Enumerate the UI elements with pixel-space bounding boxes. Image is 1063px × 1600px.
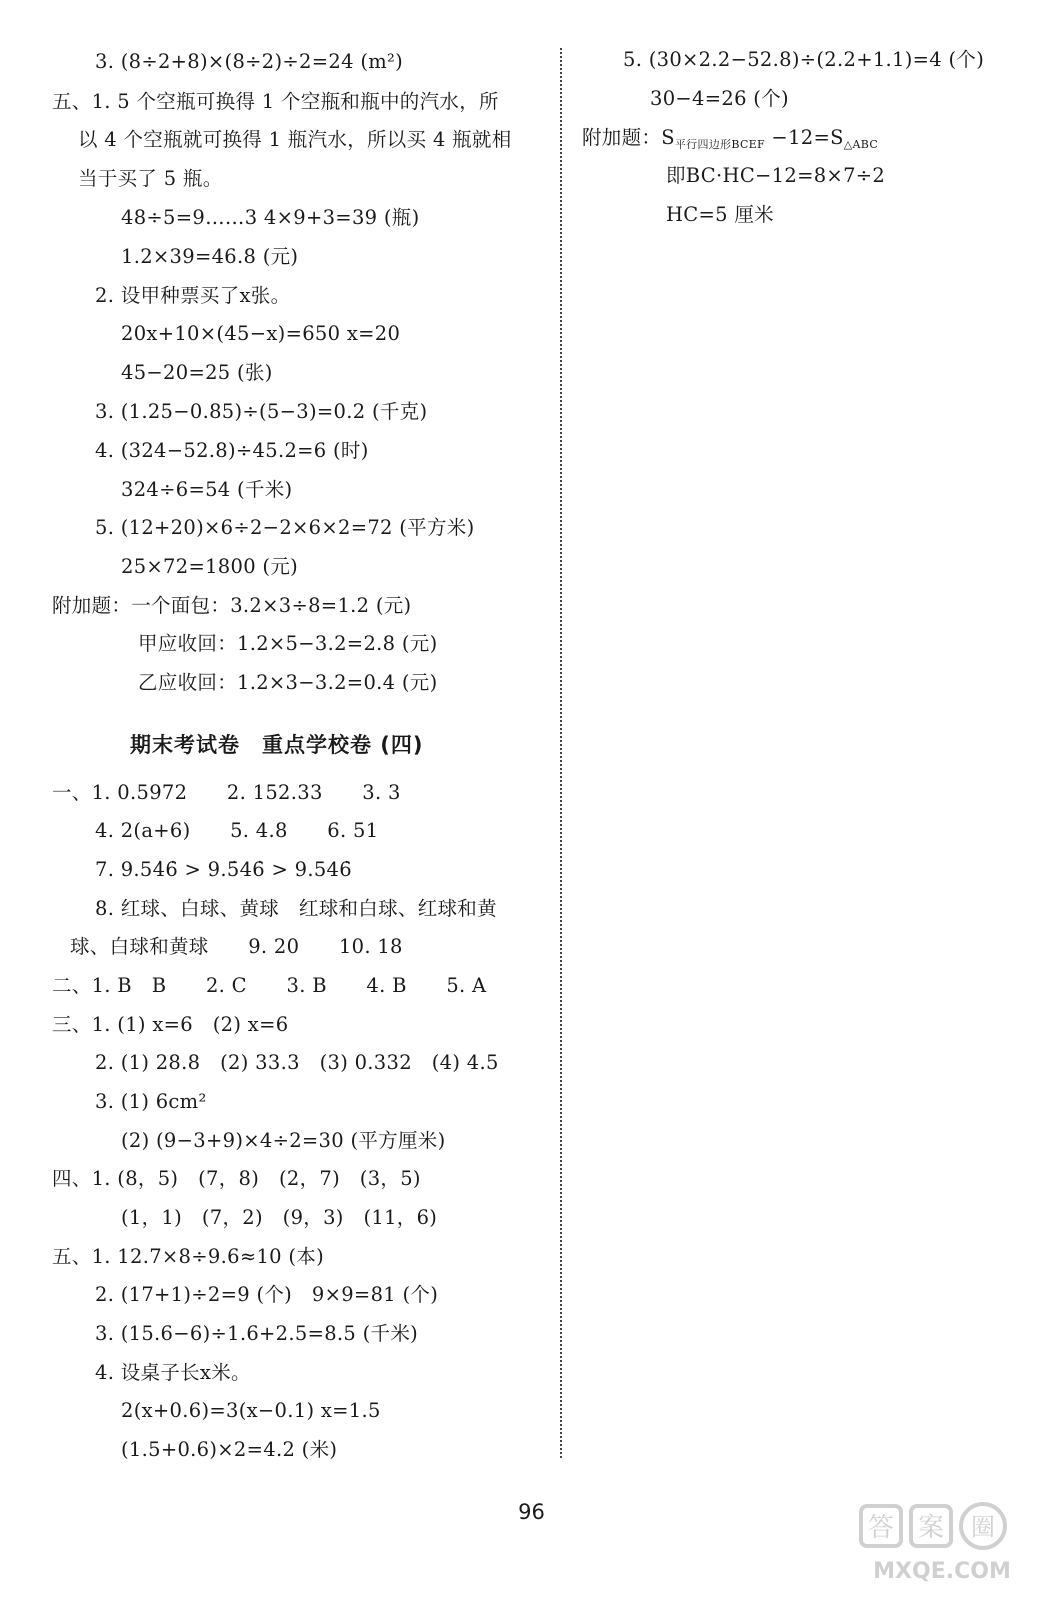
answer-line: 二、1. B B 2. C 3. B 4. B 5. A [52,974,487,997]
answer-line: 以 4 个空瓶就可换得 1 瓶汽水，所以买 4 瓶就相 [78,128,512,151]
answer-line: HC=5 厘米 [666,203,774,226]
equation-part: −12=S [764,126,844,149]
answer-line: 1.2×39=46.8 (元) [121,245,299,268]
answer-line: 2. 设甲种票买了x张。 [95,284,291,307]
answer-line: 五、1. 5 个空瓶可换得 1 个空瓶和瓶中的汽水，所 [52,90,499,113]
bonus-label: 附加题：S [582,126,675,149]
watermark-char: 圈 [971,1513,995,1541]
answer-line: 甲应收回：1.2×5−3.2=2.8 (元) [138,632,438,655]
answer-line: 一、1. 0.5972 2. 152.33 3. 3 [52,781,401,804]
answer-line: 8. 红球、白球、黄球 红球和白球、红球和黄 [95,897,497,920]
watermark-logo [857,1500,1027,1588]
answer-line: 45−20=25 (张) [121,361,273,384]
answer-line: 三、1. (1) x=6 (2) x=6 [52,1013,289,1036]
answer-line: (1.5+0.6)×2=4.2 (米) [121,1438,338,1461]
answer-line: 324÷6=54 (千米) [121,478,293,501]
answer-line: (1，1) (7，2) (9，3) (11，6) [121,1206,438,1229]
answer-line: 4. 2(a+6) 5. 4.8 6. 51 [95,819,379,842]
answer-line: 4. 设桌子长x米。 [95,1361,251,1384]
watermark-domain: MXQE.COM [873,1559,1011,1584]
answer-line: 4. (324−52.8)÷45.2=6 (时) [95,439,369,462]
watermark-char: 答 [867,1513,895,1543]
page-number: 96 [518,1500,545,1524]
column-divider [560,48,562,1458]
answer-line: (2) (9−3+9)×4÷2=30 (平方厘米) [121,1129,446,1152]
answer-line: 2. (17+1)÷2=9 (个) 9×9=81 (个) [95,1283,439,1306]
answer-line: 3. (8÷2+8)×(8÷2)÷2=24 (m²) [95,50,404,73]
section-heading: 期末考试卷 重点学校卷 (四) [130,733,424,757]
answer-line: 5. (30×2.2−52.8)÷(2.2+1.1)=4 (个) [623,48,985,71]
answer-line [582,126,878,157]
answer-line: 乙应收回：1.2×3−3.2=0.4 (元) [138,671,438,694]
answer-line: 附加题：一个面包：3.2×3÷8=1.2 (元) [52,594,412,617]
subscript: 平行四边形BCEF [674,138,765,151]
answer-line: 3. (15.6−6)÷1.6+2.5=8.5 (千米) [95,1322,419,1345]
answer-line: 30−4=26 (个) [650,87,789,110]
answer-line: 即BC·HC−12=8×7÷2 [666,164,886,187]
answer-line: 48÷5=9……3 4×9+3=39 (瓶) [121,206,420,229]
answer-line: 5. (12+20)×6÷2−2×6×2=72 (平方米) [95,516,475,539]
answer-line: 25×72=1800 (元) [121,555,299,578]
answer-line: 2. (1) 28.8 (2) 33.3 (3) 0.332 (4) 4.5 [95,1051,499,1074]
watermark-char: 案 [917,1513,945,1543]
answer-line: 当于买了 5 瓶。 [78,167,223,190]
answer-line: 3. (1.25−0.85)÷(5−3)=0.2 (千克) [95,400,428,423]
answer-line: 球、白球和黄球 9. 20 10. 18 [70,935,403,958]
answer-line: 20x+10×(45−x)=650 x=20 [121,322,401,345]
answer-line: 四、1. (8，5) (7，8) (2，7) (3，5) [52,1167,421,1190]
answer-line: 3. (1) 6cm² [95,1090,207,1113]
answer-line: 2(x+0.6)=3(x−0.1) x=1.5 [121,1399,381,1422]
answer-line: 7. 9.54̇6̇ > 9.5̇46̇ > 9.546̇ [95,858,352,881]
subscript: △ABC [843,138,879,151]
answer-line: 五、1. 12.7×8÷9.6≈10 (本) [52,1245,324,1268]
